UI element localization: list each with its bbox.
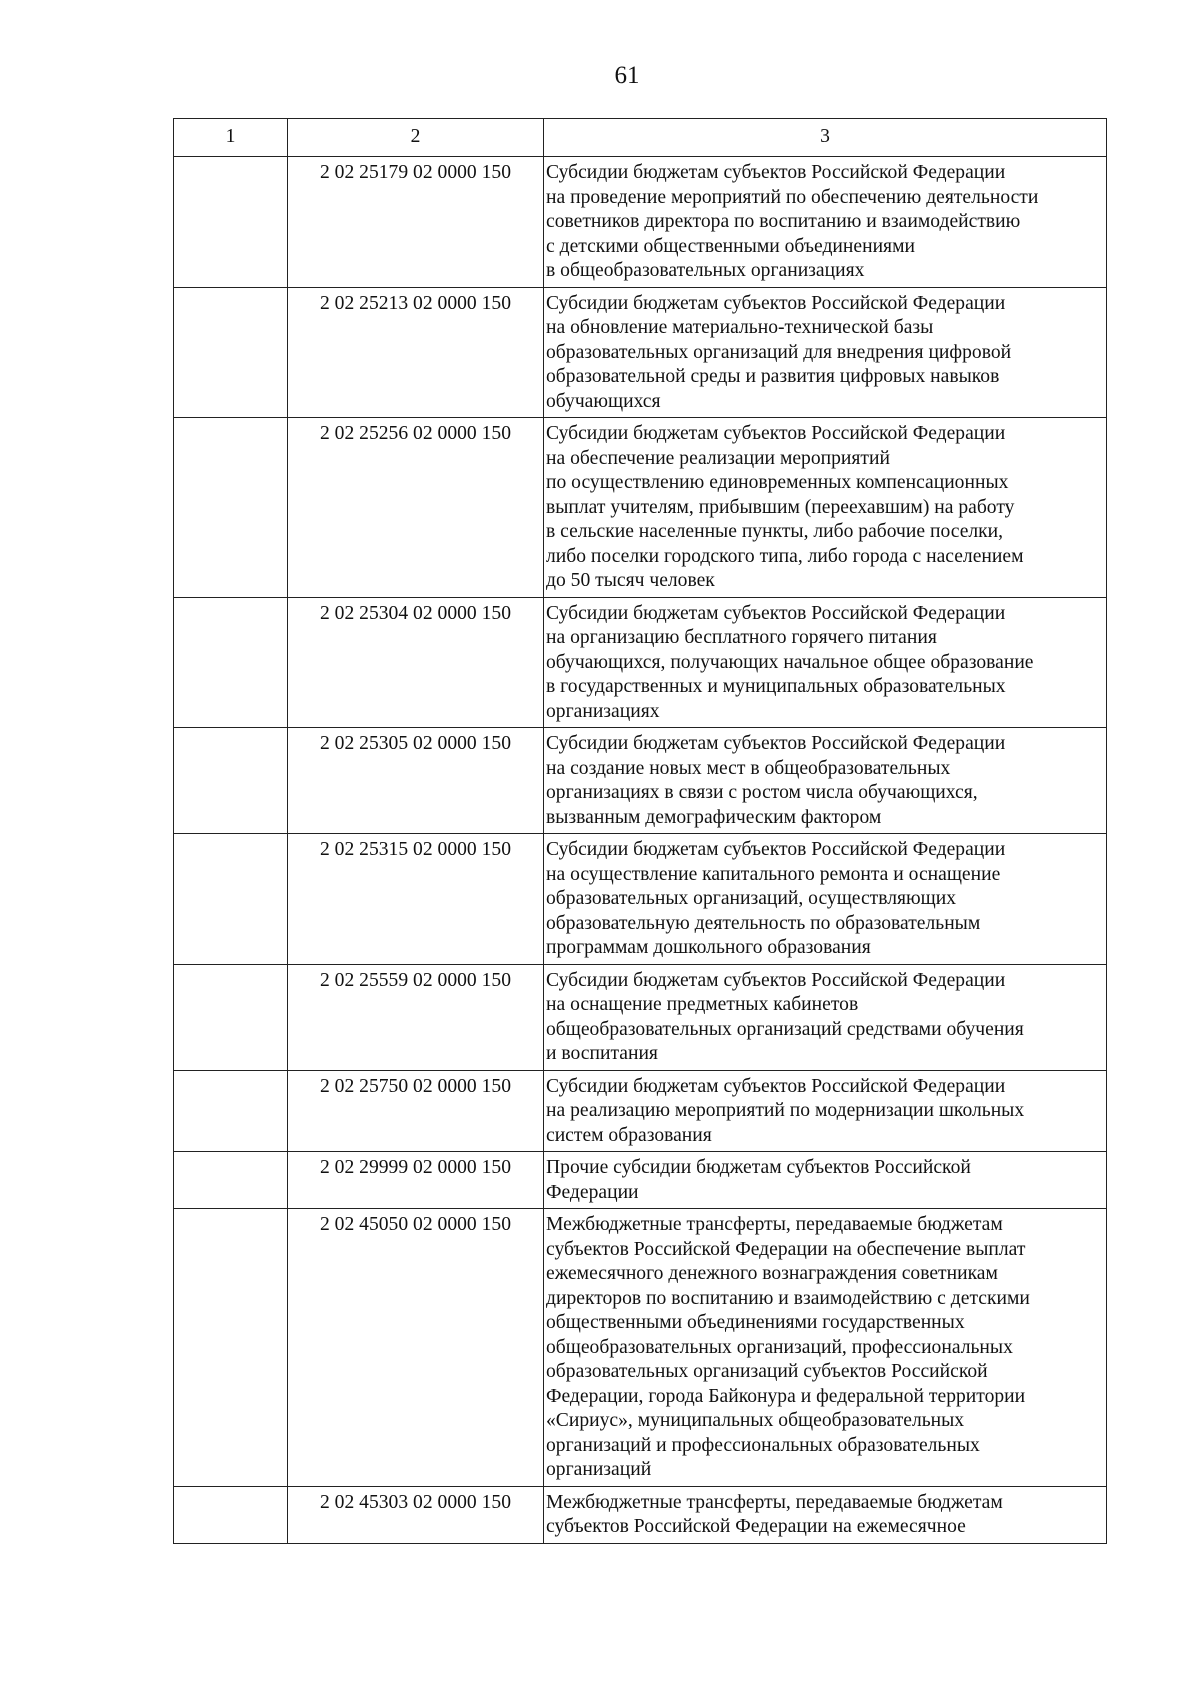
table-header-row <box>174 119 1107 157</box>
description-line: субъектов Российской Федерации на ежемесячное <box>546 1516 966 1537</box>
budget-code-cell: 2 02 25304 02 0000 150 <box>288 597 544 728</box>
row-number-cell <box>174 834 288 965</box>
budget-code-cell: 2 02 25315 02 0000 150 <box>288 834 544 965</box>
page-number: 61 <box>614 62 640 89</box>
description-cell <box>544 1152 1107 1209</box>
description-line: с детскими общественными объединениями <box>546 235 915 257</box>
table-row <box>174 834 1107 965</box>
description-line: субъектов Российской Федерации на обеспечение выплат <box>546 1238 1026 1260</box>
row-number-cell <box>174 1486 288 1543</box>
row-number-cell <box>174 597 288 728</box>
description-cell <box>544 1209 1107 1487</box>
table-row <box>174 1486 1107 1543</box>
description-line: Субсидии бюджетам субъектов Российской Федерации <box>546 969 1006 991</box>
table-row <box>174 287 1107 418</box>
description-line: на обеспечение реализации мероприятий <box>546 447 890 469</box>
description-line: Субсидии бюджетам субъектов Российской Федерации <box>546 839 1006 860</box>
budget-code-cell: 2 02 25256 02 0000 150 <box>288 418 544 598</box>
row-number-cell <box>174 964 288 1070</box>
table-row <box>174 157 1107 288</box>
description-line: на организацию бесплатного горячего питания <box>546 627 937 648</box>
description-line: выплат учителям, прибывшим (переехавшим) на работу <box>546 496 1015 518</box>
description-cell <box>544 964 1107 1070</box>
column-header-3: 3 <box>544 119 1107 157</box>
description-line: организаций и профессиональных образовательных <box>546 1434 980 1456</box>
description-line: ежемесячного денежного вознаграждения советникам <box>546 1263 998 1284</box>
row-number-cell <box>174 157 288 288</box>
budget-code-cell: 2 02 25750 02 0000 150 <box>288 1070 544 1152</box>
description-line: образовательной среды и развития цифровых навыков <box>546 366 1000 387</box>
description-line: на проведение мероприятий по обеспечению деятельности <box>546 186 1039 208</box>
description-line: общественными объединениями государственных <box>546 1312 965 1333</box>
budget-code-table <box>173 118 1107 1544</box>
table-row <box>174 1209 1107 1487</box>
description-line: обучающихся, получающих начальное общее образование <box>546 651 1034 673</box>
description-line: на создание новых мест в общеобразовательных <box>546 757 951 779</box>
description-line: обучающихся <box>546 390 661 412</box>
description-line: вызванным демографическим фактором <box>546 806 882 828</box>
description-line: Субсидии бюджетам субъектов Российской Федерации <box>546 292 1006 314</box>
column-header-1: 1 <box>174 119 288 157</box>
description-cell <box>544 1070 1107 1152</box>
description-cell <box>544 728 1107 834</box>
description-line: организациях в связи с ростом числа обучающихся, <box>546 782 978 803</box>
description-line: Прочие субсидии бюджетам субъектов Российской <box>546 1157 971 1178</box>
row-number-cell <box>174 1152 288 1209</box>
description-line: Субсидии бюджетам субъектов Российской Федерации <box>546 1075 1006 1097</box>
budget-code-cell: 2 02 25305 02 0000 150 <box>288 728 544 834</box>
description-line: организациях <box>546 700 660 722</box>
description-line: по осуществлению единовременных компенсационных <box>546 472 1009 493</box>
budget-code-cell: 2 02 25559 02 0000 150 <box>288 964 544 1070</box>
row-number-cell <box>174 1070 288 1152</box>
column-header-2: 2 <box>288 119 544 157</box>
row-number-cell <box>174 1209 288 1487</box>
description-line: «Сириус», муниципальных общеобразовательных <box>546 1410 965 1431</box>
description-line: и воспитания <box>546 1043 658 1064</box>
table-row <box>174 418 1107 598</box>
budget-code-cell: 2 02 45050 02 0000 150 <box>288 1209 544 1487</box>
description-line: систем образования <box>546 1124 712 1146</box>
description-line: Субсидии бюджетам субъектов Российской Федерации <box>546 733 1006 754</box>
description-line: на осуществление капитального ремонта и оснащение <box>546 863 1001 885</box>
description-line: Межбюджетные трансферты, передаваемые бюджетам <box>546 1491 1003 1513</box>
table-row <box>174 1152 1107 1209</box>
description-line: в сельские населенные пункты, либо рабочие поселки, <box>546 521 1004 542</box>
budget-code-cell: 2 02 29999 02 0000 150 <box>288 1152 544 1209</box>
description-line: директоров по воспитанию и взаимодействию с детскими <box>546 1287 1030 1309</box>
description-line: на обновление материально-технической базы <box>546 317 934 338</box>
budget-code-cell: 2 02 25213 02 0000 150 <box>288 287 544 418</box>
budget-code-cell: 2 02 45303 02 0000 150 <box>288 1486 544 1543</box>
description-cell <box>544 287 1107 418</box>
description-cell <box>544 597 1107 728</box>
description-line: Федерации <box>546 1181 639 1203</box>
description-line: на оснащение предметных кабинетов <box>546 994 859 1015</box>
description-line: в общеобразовательных организациях <box>546 260 865 281</box>
table-row <box>174 597 1107 728</box>
description-line: до 50 тысяч человек <box>546 570 715 591</box>
description-line: Федерации, города Байконура и федеральной территории <box>546 1385 1026 1407</box>
description-line: на реализацию мероприятий по модернизации школьных <box>546 1100 1025 1121</box>
description-line: общеобразовательных организаций, профессиональных <box>546 1336 1013 1358</box>
row-number-cell <box>174 287 288 418</box>
description-line: Субсидии бюджетам субъектов Российской Федерации <box>546 602 1006 624</box>
description-line: образовательных организаций для внедрения цифровой <box>546 341 1012 363</box>
description-line: организаций <box>546 1459 652 1480</box>
description-cell <box>544 418 1107 598</box>
description-cell <box>544 1486 1107 1543</box>
description-line: в государственных и муниципальных образовательных <box>546 676 1006 697</box>
description-line: образовательных организаций, осуществляющих <box>546 888 957 909</box>
description-line: Межбюджетные трансферты, передаваемые бюджетам <box>546 1214 1003 1235</box>
description-cell <box>544 834 1107 965</box>
description-line: Субсидии бюджетам субъектов Российской Федерации <box>546 423 1006 444</box>
description-line: образовательную деятельность по образовательным <box>546 912 981 934</box>
description-line: Субсидии бюджетам субъектов Российской Федерации <box>546 162 1006 183</box>
description-line: советников директора по воспитанию и взаимодействию <box>546 211 1021 232</box>
table-row <box>174 1070 1107 1152</box>
row-number-cell <box>174 728 288 834</box>
description-line: образовательных организаций субъектов Российской <box>546 1361 988 1382</box>
table-row <box>174 964 1107 1070</box>
description-line: либо поселки городского типа, либо города с населением <box>546 545 1024 567</box>
table-row <box>174 728 1107 834</box>
description-line: программам дошкольного образования <box>546 937 871 958</box>
description-line: общеобразовательных организаций средствами обучения <box>546 1018 1024 1040</box>
row-number-cell <box>174 418 288 598</box>
budget-code-cell: 2 02 25179 02 0000 150 <box>288 157 544 288</box>
table-body <box>174 157 1107 1544</box>
description-cell <box>544 157 1107 288</box>
